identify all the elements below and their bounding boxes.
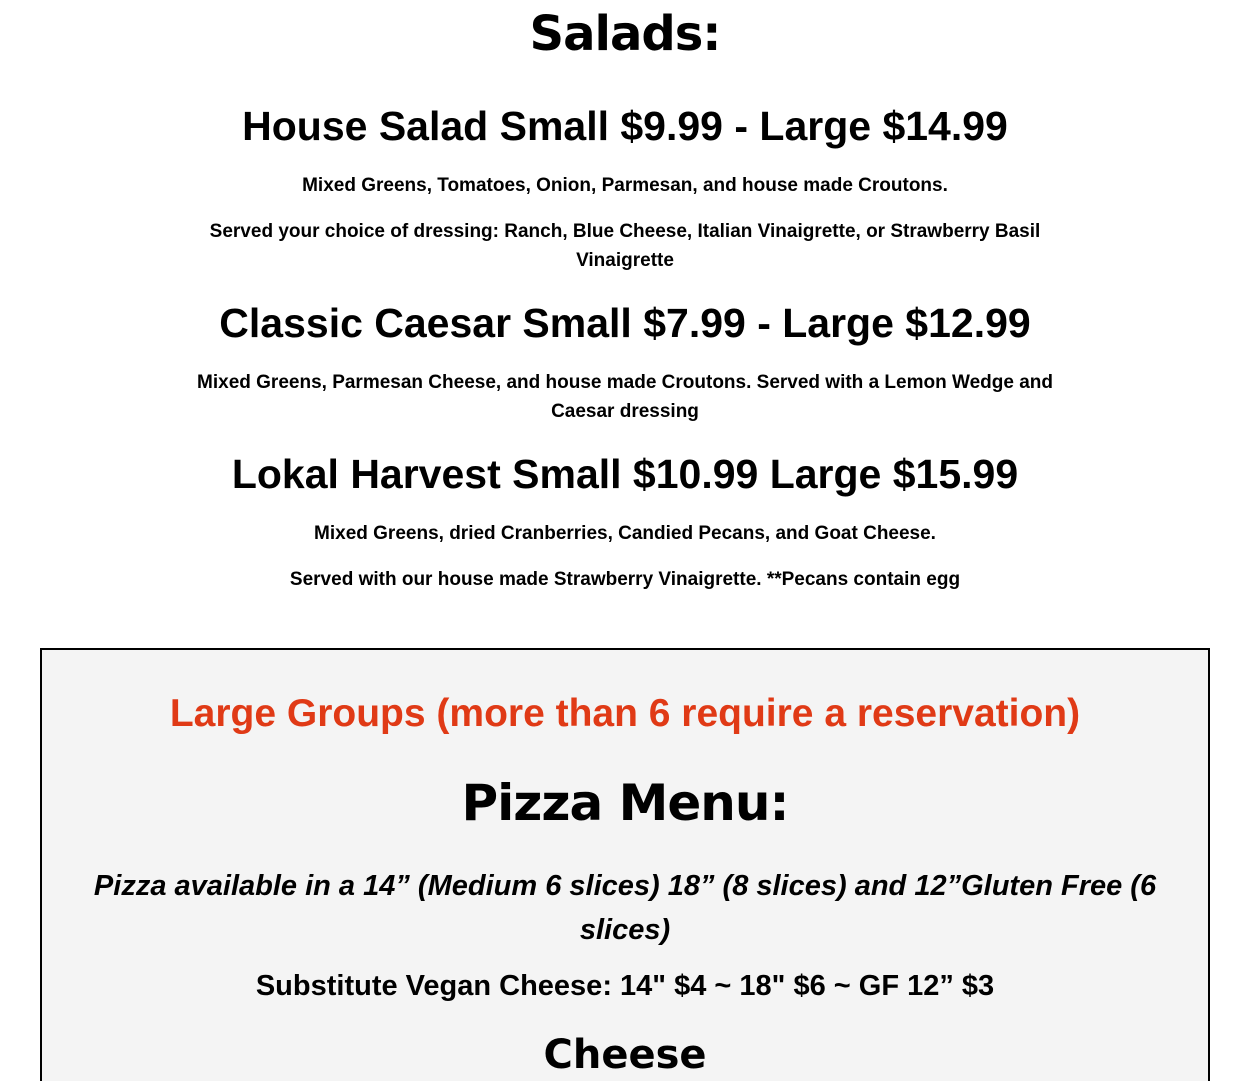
pizza-menu-box: [40, 648, 1210, 1081]
lokal-harvest-title: Lokal Harvest Small $10.99 Large $15.99: [231, 451, 1019, 497]
pizza-menu-heading: Pizza Menu:: [461, 774, 789, 832]
lokal-harvest-ingredients: Mixed Greens, dried Cranberries, Candied Pecans, and Goat Cheese.: [314, 523, 936, 544]
pizza-sizes-note: Pizza available in a 14” (Medium 6 slices) 18” (8 slices) and 12”Gluten Free (6 slices): [93, 870, 1157, 946]
house-salad-dressing: Served your choice of dressing: Ranch, Blue Cheese, Italian Vinaigrette, or Strawberry Basil Vinaigrette: [209, 221, 1041, 271]
large-groups-notice: Large Groups (more than 6 require a reservation): [169, 692, 1081, 735]
house-salad-title: House Salad Small $9.99 - Large $14.99: [242, 103, 1008, 149]
classic-caesar-description: Mixed Greens, Parmesan Cheese, and house made Croutons. Served with a Lemon Wedge and Caesar dressing: [197, 372, 1053, 422]
house-salad-ingredients: Mixed Greens, Tomatoes, Onion, Parmesan, and house made Croutons.: [302, 175, 948, 196]
lokal-harvest-dressing: Served with our house made Strawberry Vinaigrette. **Pecans contain egg: [289, 569, 961, 590]
vegan-cheese-note: Substitute Vegan Cheese: 14" $4 ~ 18" $6 ~ GF 12” $3: [255, 970, 995, 1002]
classic-caesar-title: Classic Caesar Small $7.99 - Large $12.99: [219, 300, 1031, 346]
salads-heading: Salads:: [529, 6, 721, 62]
cheese-heading: Cheese: [543, 1032, 707, 1078]
